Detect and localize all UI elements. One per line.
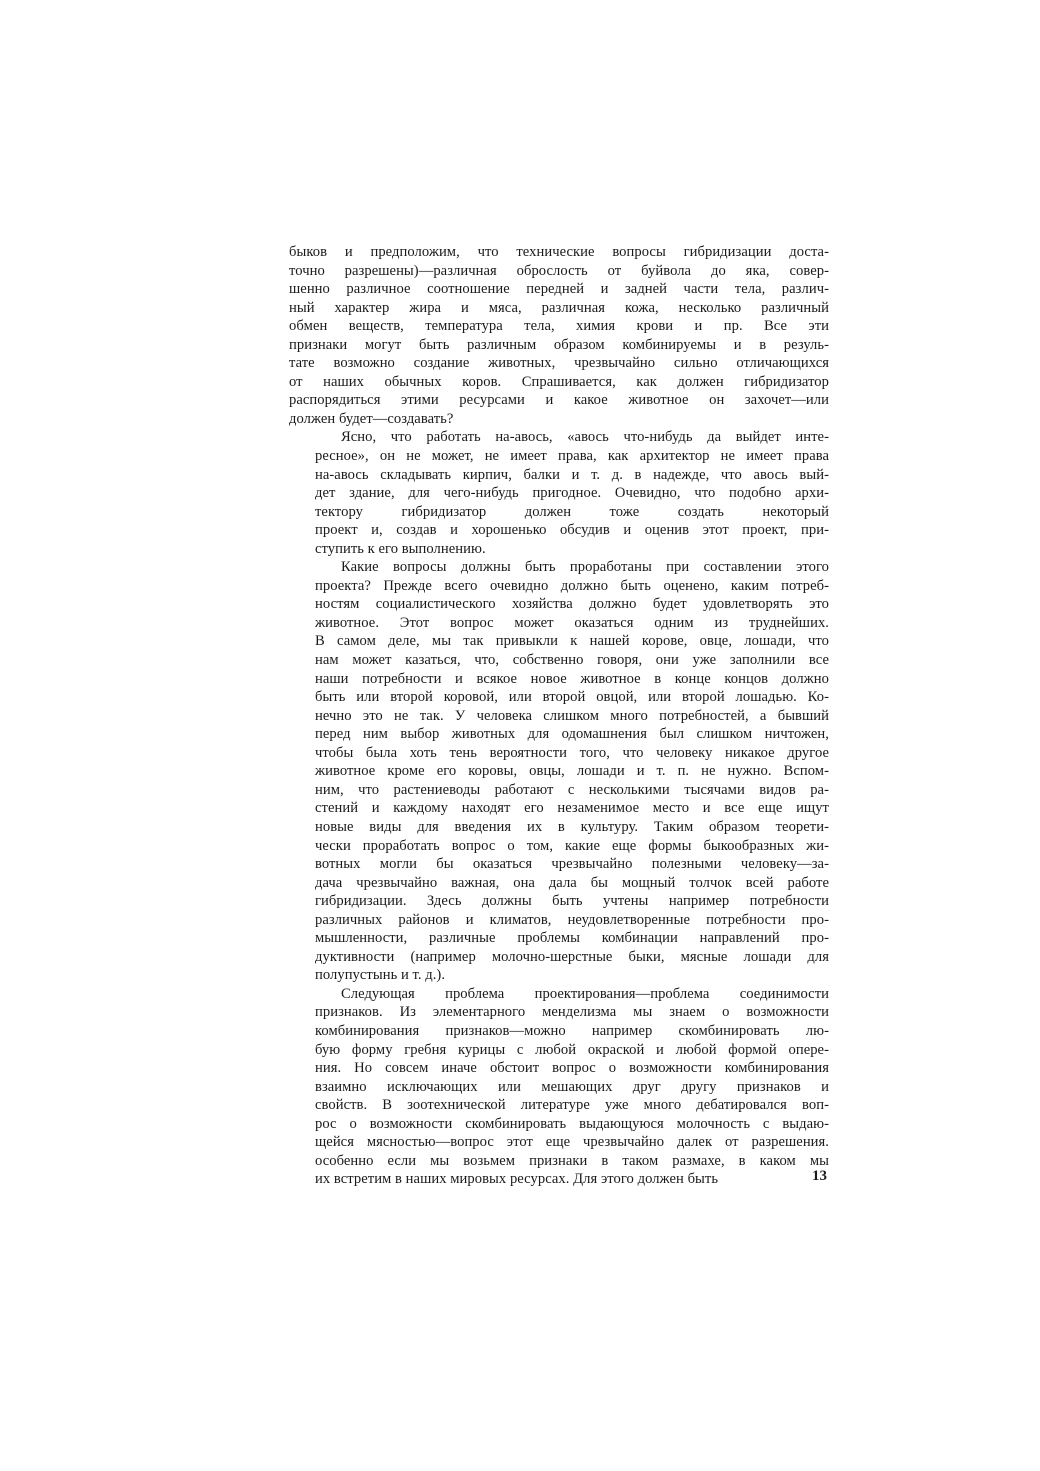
- text-line: комбинирования признаков—можно например скомбинировать лю-: [315, 1022, 829, 1039]
- text-line: должен будет—создавать?: [289, 410, 454, 427]
- text-line: щейся мясностью—вопрос этот еще чрезвычайно далек от разрешения.: [315, 1134, 829, 1151]
- text-line: распорядиться этими ресурсами и какое животное он захочет—или: [289, 392, 829, 409]
- text-line: тектору гибридизатор должен тоже создать некоторый: [315, 503, 829, 520]
- text-line: животное кроме его коровы, овцы, лошади и т. п. не нужно. Вспом-: [315, 763, 829, 780]
- text-line: чески проработать вопрос о том, какие еще формы быкообразных жи-: [315, 837, 829, 854]
- paragraph: [289, 243, 829, 428]
- text-line: свойств. В зоотехнической литературе уже много дебатировался воп-: [315, 1097, 829, 1114]
- text-line: наши потребности и всякое новое животное в конце концов должно: [315, 670, 829, 687]
- text-line: стений и каждому находят его незаменимое место и все еще ищут: [315, 800, 829, 817]
- text-line: Ясно, что работать на-авось, «авось что-нибудь да выйдет инте-: [341, 429, 829, 446]
- text-line: новые виды для введения их в культуру. Таким образом теорети-: [315, 818, 829, 835]
- text-line: дача чрезвычайно важная, она дала бы мощный толчок всей работе: [315, 874, 829, 891]
- text-line: гибридизации. Здесь должны быть учтены например потребности: [315, 893, 829, 910]
- text-line: обмен веществ, температура тела, химия крови и пр. Все эти: [289, 318, 829, 335]
- text-line: вотных могли бы оказаться чрезвычайно полезными человеку—за-: [315, 856, 829, 873]
- text-line: ный характер жира и мяса, различная кожа, несколько различный: [289, 299, 829, 316]
- text-line: ступить к его выполнению.: [315, 540, 486, 557]
- text-line: дуктивности (например молочно-шерстные быки, мясные лошади для: [315, 948, 829, 965]
- text-line: ресное», он не может, не имеет права, как архитектор не имеет права: [315, 448, 829, 465]
- text-line: различных районов и климатов, неудовлетворенные потребности про-: [315, 911, 829, 928]
- paragraph: [289, 985, 829, 1189]
- text-line: на-авось складывать кирпич, балки и т. д. в надежде, что авось вый-: [315, 466, 829, 483]
- text-line: нам может казаться, что, собственно говоря, они уже заполнили все: [315, 652, 829, 669]
- body-text: [289, 243, 829, 1189]
- text-line: животное. Этот вопрос может оказаться одним из труднейших.: [315, 614, 829, 631]
- text-line: проекта? Прежде всего очевидно должно быть оценено, каким потреб-: [315, 577, 829, 594]
- text-line: быков и предположим, что технические вопросы гибридизации доста-: [289, 244, 829, 260]
- text-line: от наших обычных коров. Спрашивается, как должен гибридизатор: [289, 373, 829, 390]
- text-line: нечно это не так. У человека слишком много потребностей, а бывший: [315, 707, 829, 724]
- text-line: проект и, создав и хорошенько обсудив и оценив этот проект, при-: [315, 522, 829, 539]
- text-line: признаки могут быть различным образом комбинируемы и в резуль-: [289, 336, 829, 353]
- text-line: Какие вопросы должны быть проработаны при составлении этого: [341, 559, 829, 576]
- text-line: мышленности, различные проблемы комбинации направлений про-: [315, 930, 829, 947]
- text-line: ния. Но совсем иначе обстоит вопрос о возможности комбинирования: [315, 1060, 829, 1077]
- text-line: их встретим в наших мировых ресурсах. Для этого должен быть: [315, 1171, 719, 1188]
- text-line: взаимно исключающих или мешающих друг другу признаков и: [315, 1078, 829, 1095]
- page-number: 13: [812, 1168, 827, 1184]
- text-line: тате возможно создание животных, чрезвычайно сильно отличающихся: [289, 355, 829, 372]
- text-line: ним, что растениеводы работают с несколькими тысячами видов ра-: [315, 781, 829, 798]
- text-line: рос о возможности скомбинировать выдающуюся молочность с выдаю-: [315, 1115, 829, 1132]
- text-line: особенно если мы возьмем признаки в таком размахе, в каком мы: [315, 1152, 829, 1169]
- paragraph: [289, 428, 829, 558]
- text-line: ностям социалистического хозяйства должно будет удовлетворять это: [315, 596, 829, 613]
- text-line: В самом деле, мы так привыкли к нашей корове, овце, лошади, что: [315, 633, 829, 650]
- text-line: быть или второй коровой, или второй овцой, или второй лошадью. Ко-: [315, 689, 829, 706]
- text-line: бую форму гребня курицы с любой окраской и любой формой опере-: [315, 1041, 829, 1058]
- text-line: чтобы была хоть тень вероятности того, что человеку никакое другое: [315, 744, 829, 761]
- text-line: Следующая проблема проектирования—проблема соединимости: [341, 985, 829, 1002]
- paragraph: [289, 558, 829, 985]
- text-line: точно разрешены)—различная оброслость от буйвола до яка, совер-: [289, 262, 829, 279]
- text-line: полупустынь и т. д.).: [315, 967, 446, 984]
- text-line: дет здание, для чего-нибудь пригодное. Очевидно, что подобно архи-: [315, 485, 829, 502]
- text-line: шенно различное соотношение передней и задней части тела, различ-: [289, 281, 829, 298]
- text-line: признаков. Из элементарного менделизма мы знаем о возможности: [315, 1004, 829, 1021]
- text-line: перед ним выбор животных для одомашнения был слишком ничтожен,: [315, 726, 829, 743]
